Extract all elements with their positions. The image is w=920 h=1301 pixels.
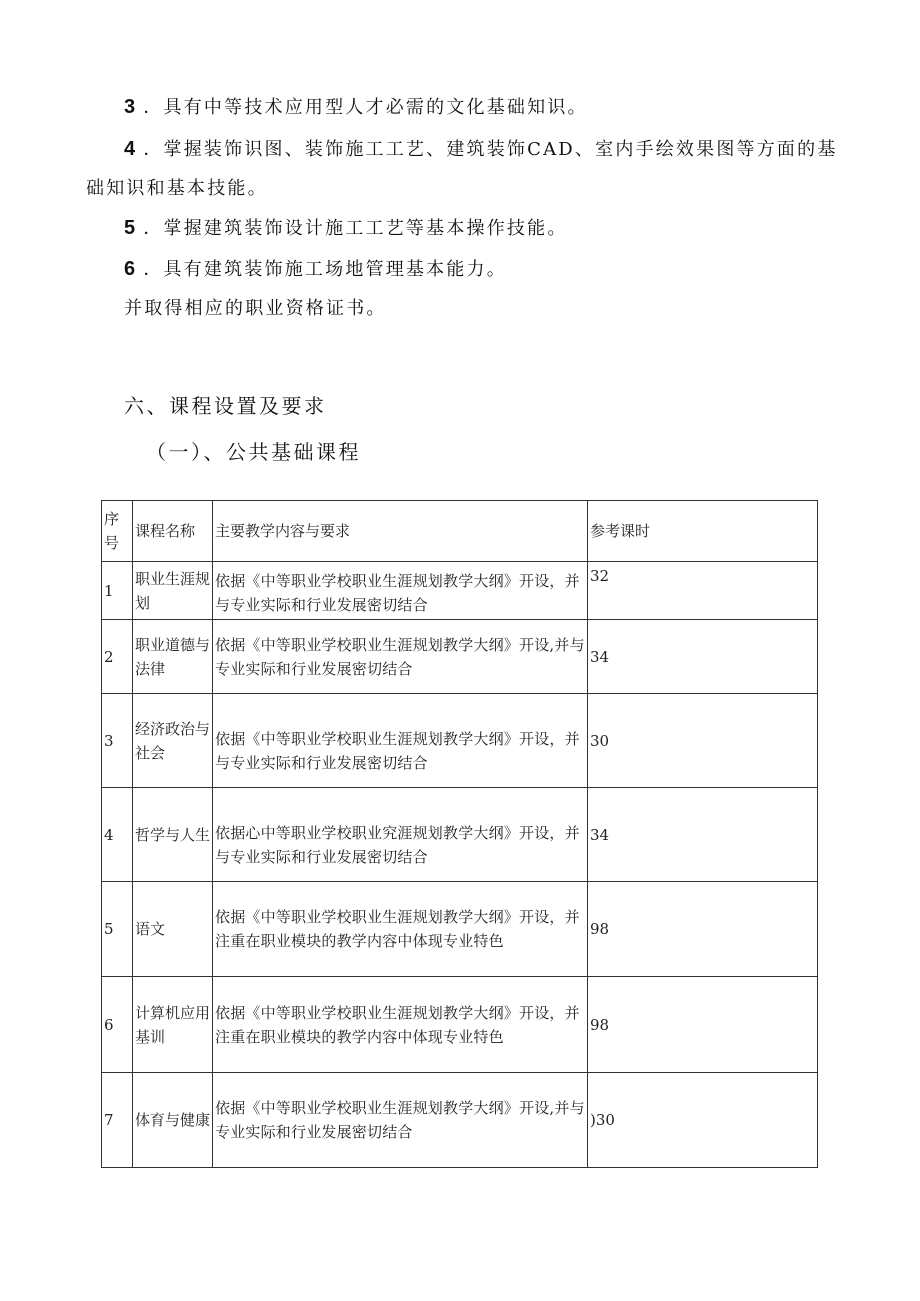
list-item-number: 3 <box>124 96 138 118</box>
table-row <box>102 562 818 620</box>
table-row <box>102 882 818 977</box>
cell-course-name: 经济政治与社会 <box>133 694 213 788</box>
cell-course-name: 体育与健康 <box>133 1073 213 1168</box>
header-course-name: 课程名称 <box>133 501 213 562</box>
cell-index: 1 <box>102 562 133 620</box>
closing-text: 并取得相应的职业资格证书。 <box>124 298 387 319</box>
list-item-text: ．掌握装饰识图、装饰施工工艺、建筑装饰CAD、室内手绘效果图等方面的基 <box>143 139 838 160</box>
list-item-number: 4 <box>124 138 138 160</box>
section-title: 六、课程设置及要求 <box>124 394 327 418</box>
list-item-text: ．具有建筑装饰施工场地管理基本能力。 <box>143 259 507 280</box>
cell-content: 依据《中等职业学校职业生涯规划教学大纲》开设,并与专业实际和行业发展密切结合 <box>213 620 588 694</box>
table-row <box>102 694 818 788</box>
cell-content: 依据《中等职业学校职业生涯规划教学大纲》开设，并注重在职业模块的教学内容中体现专业特色 <box>213 977 588 1073</box>
list-item-number: 6 <box>124 258 138 280</box>
cell-content: 依据《中等职业学校职业生涯规划教学大纲》开设，并与专业实际和行业发展密切结合 <box>213 562 588 620</box>
cell-hours: 98 <box>588 882 818 977</box>
table-header-row <box>102 501 818 562</box>
list-item-number: 5 <box>124 217 138 239</box>
cell-course-name: 语文 <box>133 882 213 977</box>
cell-hours: 30 <box>588 694 818 788</box>
list-item-text: ．掌握建筑装饰设计施工工艺等基本操作技能。 <box>143 218 568 239</box>
list-item-5 <box>124 216 568 241</box>
list-item-3 <box>124 95 588 120</box>
cell-content: 依据《中等职业学校职业生涯规划教学大纲》开设，并注重在职业模块的教学内容中体现专业特色 <box>213 882 588 977</box>
cell-content: 依据心中等职业学校职业究涯规划教学大纲》开设，并与专业实际和行业发展密切结合 <box>213 788 588 882</box>
table-row <box>102 977 818 1073</box>
cell-content: 依据《中等职业学校职业生涯规划教学大纲》开设,并与专业实际和行业发展密切结合 <box>213 1073 588 1168</box>
cell-hours: 34 <box>588 620 818 694</box>
cell-index: 2 <box>102 620 133 694</box>
cell-hours: 34 <box>588 788 818 882</box>
list-item-4-continuation: 础知识和基本技能。 <box>86 178 268 199</box>
cell-index: 7 <box>102 1073 133 1168</box>
cell-index: 6 <box>102 977 133 1073</box>
list-item-6 <box>124 257 507 282</box>
cell-hours: 32 <box>588 562 818 620</box>
course-table <box>101 500 818 1168</box>
header-content: 主要教学内容与要求 <box>213 501 588 562</box>
table-row <box>102 788 818 882</box>
cell-index: 5 <box>102 882 133 977</box>
cell-hours: 98 <box>588 977 818 1073</box>
header-hours: 参考课时 <box>588 501 818 562</box>
cell-course-name: 哲学与人生 <box>133 788 213 882</box>
cell-content: 依据《中等职业学校职业生涯规划教学大纲》开设，并与专业实际和行业发展密切结合 <box>213 694 588 788</box>
header-index: 序号 <box>102 501 133 562</box>
cell-index: 3 <box>102 694 133 788</box>
list-item-4 <box>124 137 838 162</box>
cell-index: 4 <box>102 788 133 882</box>
table-row <box>102 620 818 694</box>
cell-course-name: 职业道德与法律 <box>133 620 213 694</box>
cell-course-name: 计算机应用基训 <box>133 977 213 1073</box>
table-row <box>102 1073 818 1168</box>
list-item-text: ．具有中等技术应用型人才必需的文化基础知识。 <box>143 97 588 118</box>
cell-course-name: 职业生涯规划 <box>133 562 213 620</box>
subsection-title: （一）、公共基础课程 <box>146 440 361 464</box>
cell-hours: )30 <box>588 1073 818 1168</box>
